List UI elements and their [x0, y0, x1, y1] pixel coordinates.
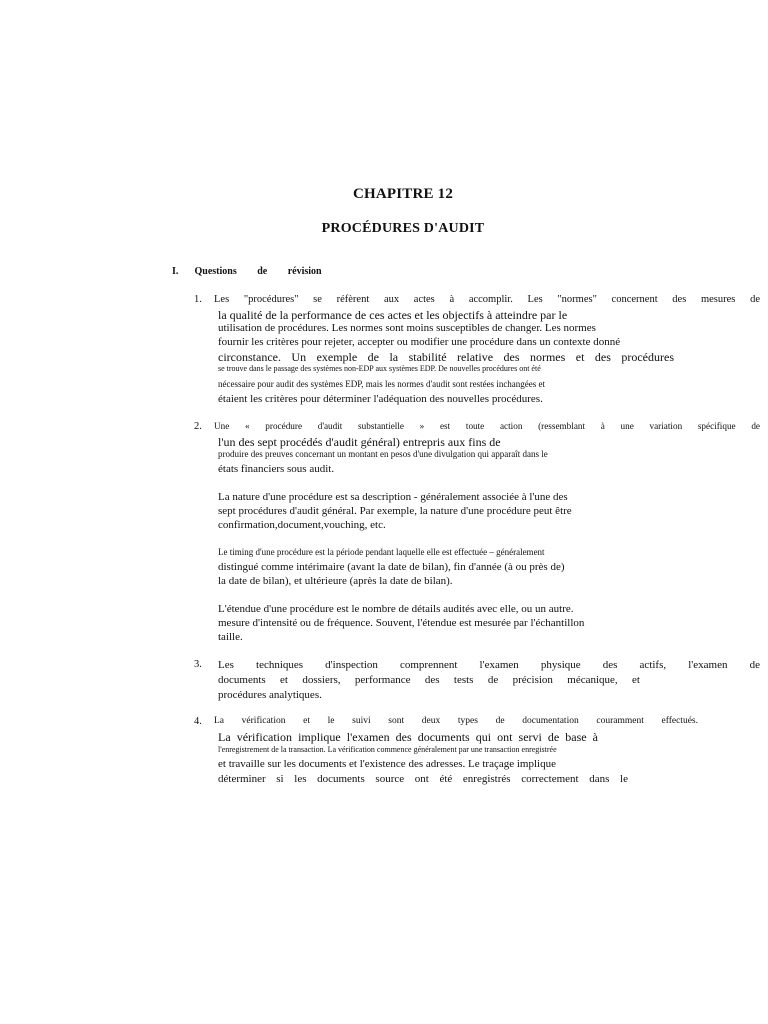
chapter-title: CHAPITRE 12	[352, 186, 454, 202]
item-line: produire des preuves concernant un montant en pesos d'une divulgation qui apparaît dans le	[218, 449, 548, 459]
chapter-subtitle: PROCÉDURES D'AUDIT	[321, 221, 485, 236]
section-heading	[172, 266, 340, 277]
item-line: l'enregistrement de la transaction. La vérification commence généralement par une transaction enregistrée	[218, 745, 557, 754]
paragraph-line: la date de bilan), et ultérieure (après la date de bilan).	[218, 575, 453, 587]
section-number: I.	[172, 266, 179, 277]
item-line: Les techniques d'inspection comprennent l'examen physique des actifs, l'examen de	[218, 659, 760, 671]
item-line: Les "procédures" se réfèrent aux actes à accomplir. Les "normes" concernent des mesures de	[214, 294, 760, 305]
paragraph-line: mesure d'intensité ou de fréquence. Souvent, l'étendue est mesurée par l'échantillon	[218, 617, 585, 629]
item-line: circonstance. Un exemple de la stabilité relative des normes et des procédures	[218, 350, 674, 364]
paragraph-line: Le timing d'une procédure est la période pendant laquelle elle est effectuée – généralement	[218, 547, 545, 557]
paragraph-line: sept procédures d'audit général. Par exemple, la nature d'une procédure peut être	[218, 505, 572, 517]
paragraph-line: taille.	[218, 631, 243, 643]
item-line: l'un des sept procédés d'audit général) entrepris aux fins de	[218, 435, 501, 449]
item-line: se trouve dans le passage des systèmes non-EDP aux systèmes EDP. De nouvelles procédures ont été	[218, 364, 541, 373]
item-line: Une « procédure d'audit substantielle » est toute action (ressemblant à une variation spécifique de	[214, 421, 760, 431]
item-line: La vérification et le suivi sont deux types de documentation couramment effectués.	[214, 716, 698, 726]
item-line: déterminer si les documents source ont été enregistrés correctement dans le	[218, 773, 628, 785]
item-line: et travaille sur les documents et l'existence des adresses. Le traçage implique	[218, 758, 556, 770]
item-line: utilisation de procédures. Les normes sont moins susceptibles de changer. Les normes	[218, 322, 596, 334]
item-line: la qualité de la performance de ces actes et les objectifs à atteindre par le	[218, 308, 568, 322]
paragraph-line: confirmation,document,vouching, etc.	[218, 519, 386, 531]
section-word: de	[257, 266, 268, 277]
item-number: 3.	[194, 659, 202, 670]
item-line: La vérification implique l'examen des documents qui ont servi de base à	[218, 730, 598, 744]
item-line: fournir les critères pour rejeter, accepter ou modifier une procédure dans un contexte donné	[218, 336, 621, 348]
item-line: nécessaire pour audit des systèmes EDP, mais les normes d'audit sont restées inchangées et	[218, 379, 546, 389]
item-number: 4.	[194, 716, 202, 727]
item-line: documents et dossiers, performance des tests de précision mécanique, et	[218, 674, 640, 686]
paragraph-line: L'étendue d'une procédure est le nombre de détails audités avec elle, ou un autre.	[218, 603, 574, 615]
item-line: étaient les critères pour déterminer l'adéquation des nouvelles procédures.	[218, 393, 543, 405]
paragraph-line: La nature d'une procédure est sa description - généralement associée à l'une des	[218, 491, 568, 503]
item-number: 1.	[194, 294, 202, 305]
section-word: Questions	[194, 266, 237, 277]
item-number: 2.	[194, 421, 202, 432]
section-word: révision	[287, 266, 322, 277]
paragraph-line: distingué comme intérimaire (avant la date de bilan), fin d'année (à ou près de)	[218, 561, 565, 573]
item-line: états financiers sous audit.	[218, 463, 335, 475]
item-line: procédures analytiques.	[218, 689, 322, 701]
